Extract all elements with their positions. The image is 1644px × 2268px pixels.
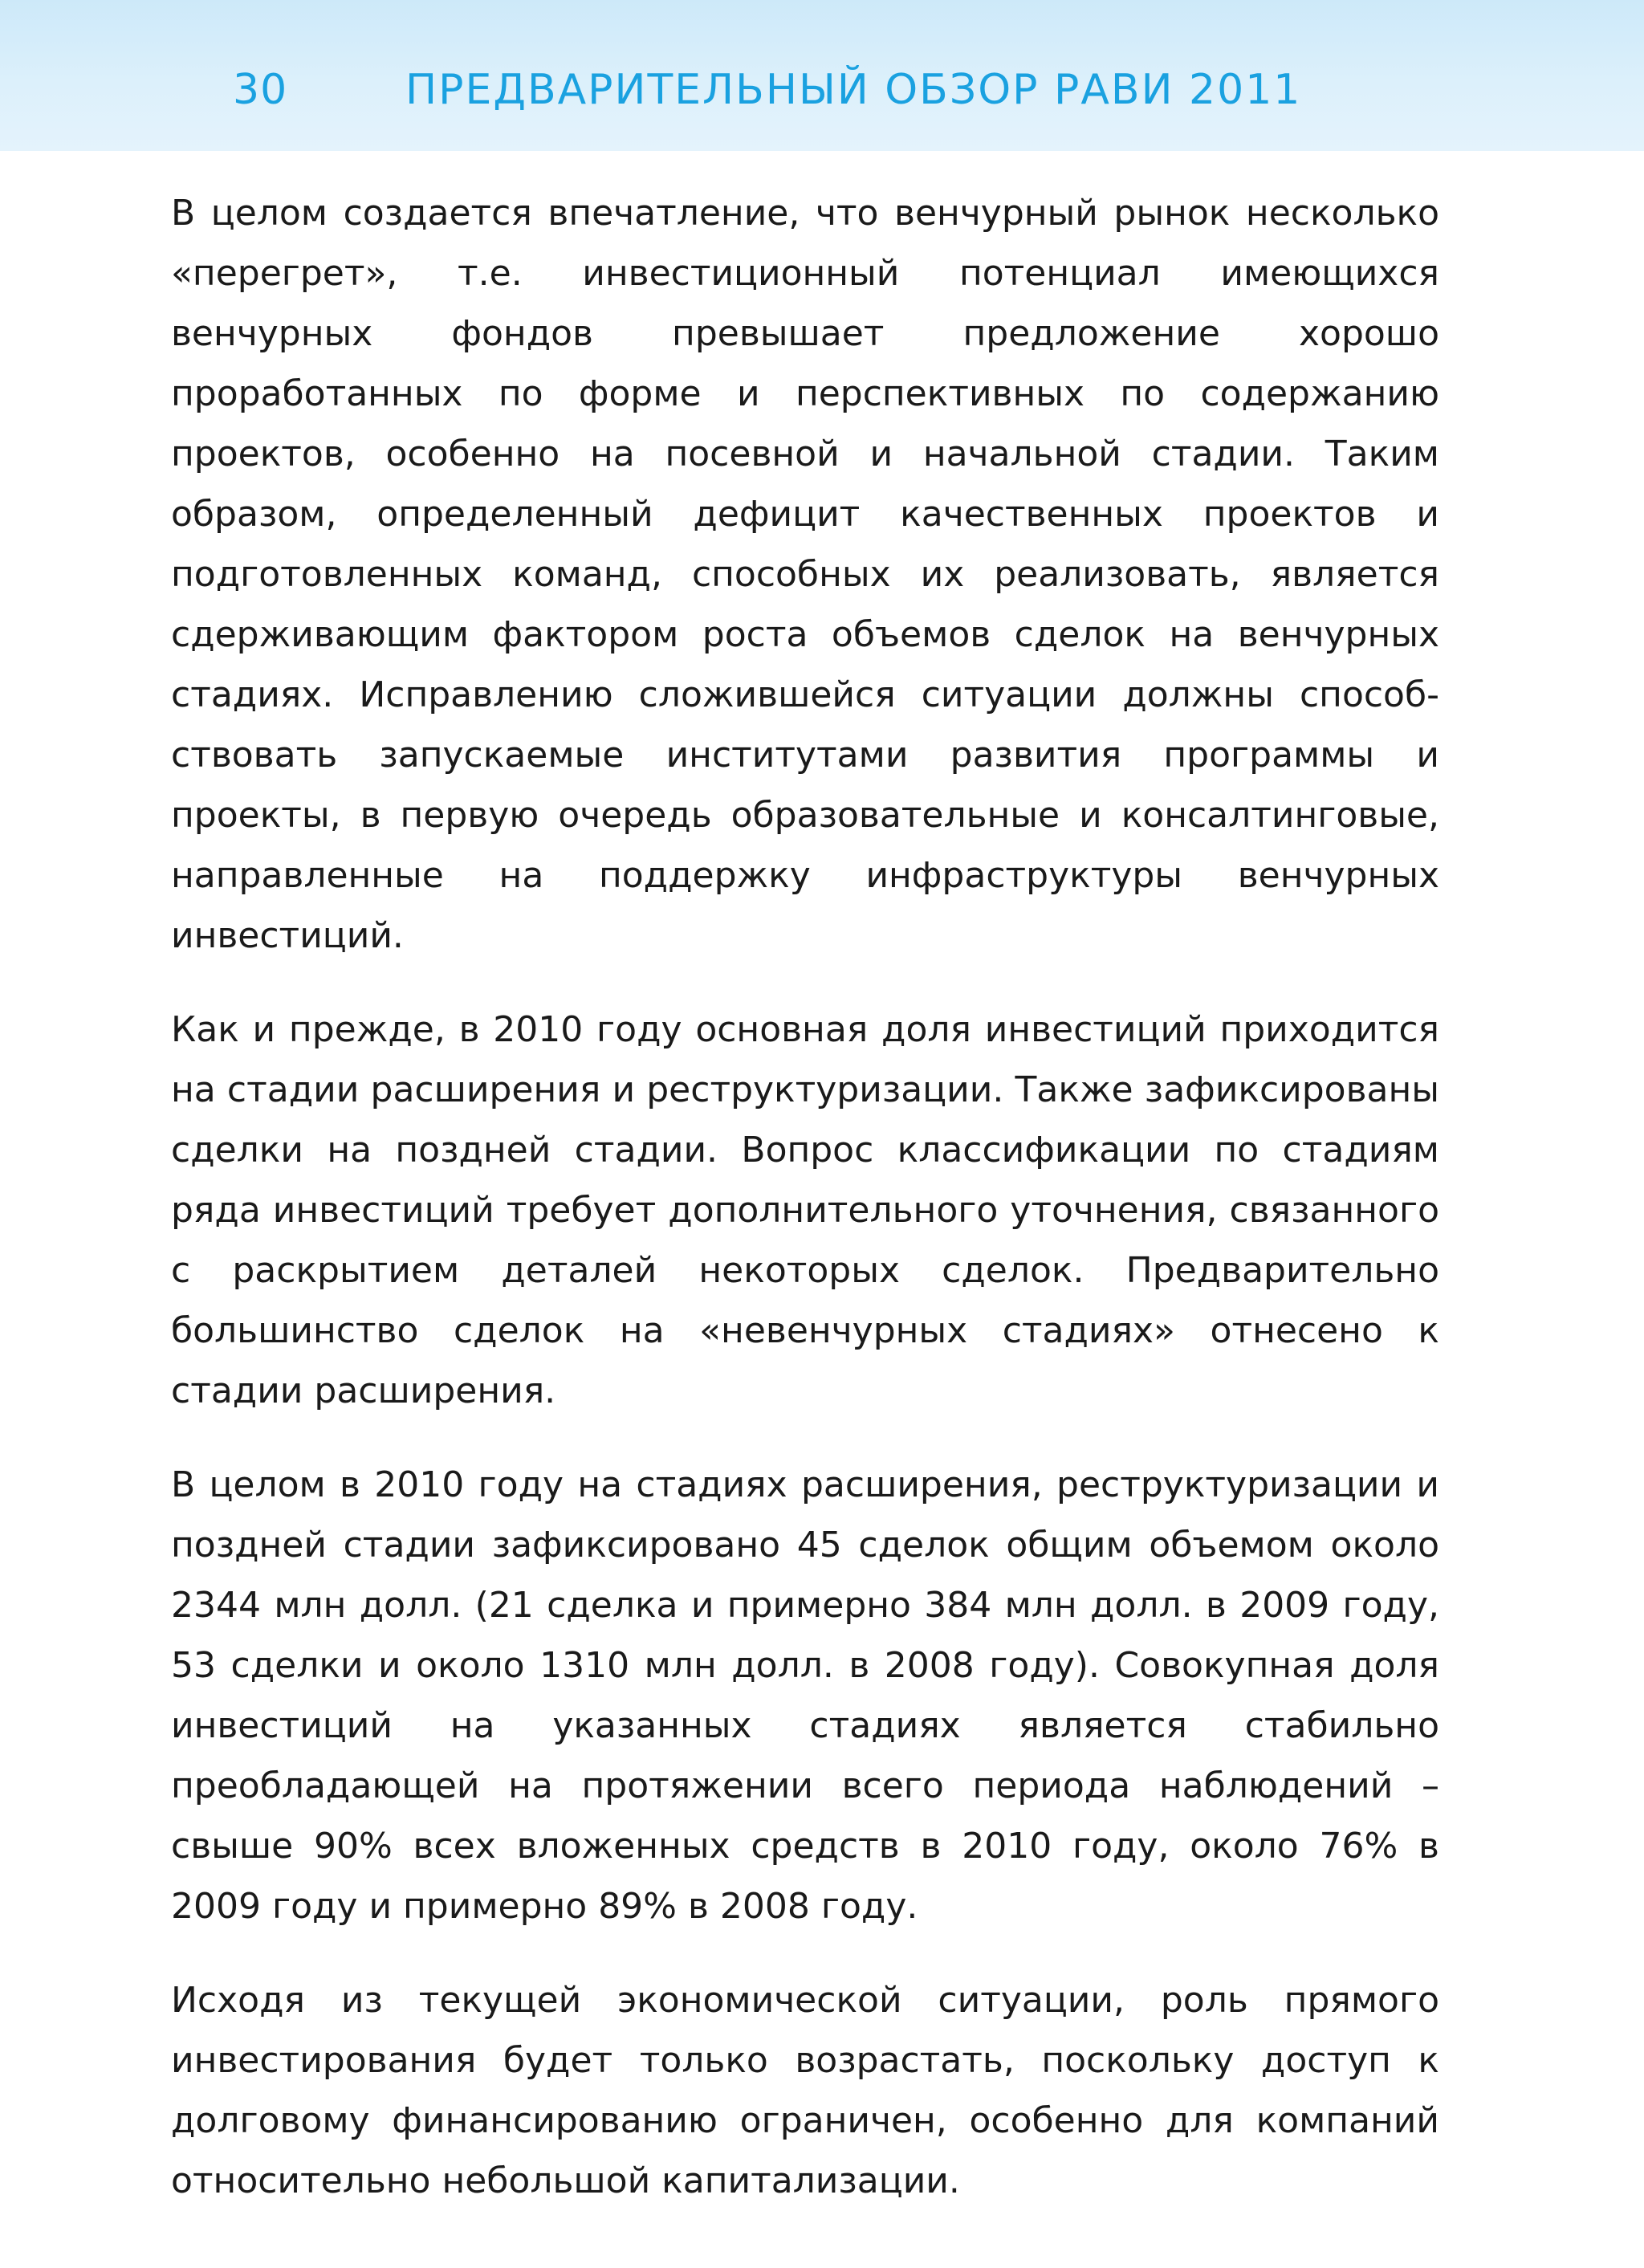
paragraph-3: В целом в 2010 году на стадиях расширения, реструктуризации и поздней стадии зафиксировано 45 сделок общим объемом около 2344 млн долл. (21 сделка и примерно 384 млн долл. в 2009 году, 53 сделки и около 1310 млн долл. в 2008 году). Совокупная доля инвестиций на указанных стадиях является стабильно преобладающей на протяжении всего периода наблюдений – свыше 90% всех вложенных средств в 2010 году, около 76% в 2009 году и примерно 89% в 2008 году.	[171, 1464, 1439, 1927]
running-header	[0, 0, 1644, 151]
paragraph-1: В целом создается впечатление, что венчурный рынок несколько «перегрет», т.е. инвестиционный потенциал имеющихся венчурных фондов превышает предложение хорошо проработанных по форме и перспективных по содержанию проектов, особенно на посевной и начальной стадии. Таким образом, определенный дефицит качественных проектов и подготовленных команд, способных их реализовать, является сдерживающим фактором роста объемов сделок на венчурных стадиях. Исправлению сложившейся ситуации должны способствовать запускаемые институтами развития программы и проекты, в первую очередь образовательные и консалтинговые, направленные на поддержку инфраструктуры венчурных инвестиций.	[171, 193, 1439, 956]
paragraph-4: Исходя из текущей экономической ситуации, роль прямого инвестирования будет только возрастать, поскольку доступ к долговому финансированию ограничен, особенно для компаний относительно небольшой капитализации.	[171, 1980, 1439, 2201]
body-text	[171, 183, 1439, 2245]
page-number: 30	[233, 66, 288, 114]
running-title: ПРЕДВАРИТЕЛЬНЫЙ ОБЗОР РАВИ 2011	[405, 66, 1302, 114]
paragraph-2: Как и прежде, в 2010 году основная доля инвестиций приходится на стадии расширения и реструктуризации. Также зафиксированы сделки на поздней стадии. Вопрос классификации по стадиям ряда инвестиций требует дополнительного уточнения, связанного с раскрытием деталей некоторых сделок. Предварительно большинство сделок на «невенчурных стадиях» отнесено к стадии расширения.	[171, 1009, 1439, 1411]
